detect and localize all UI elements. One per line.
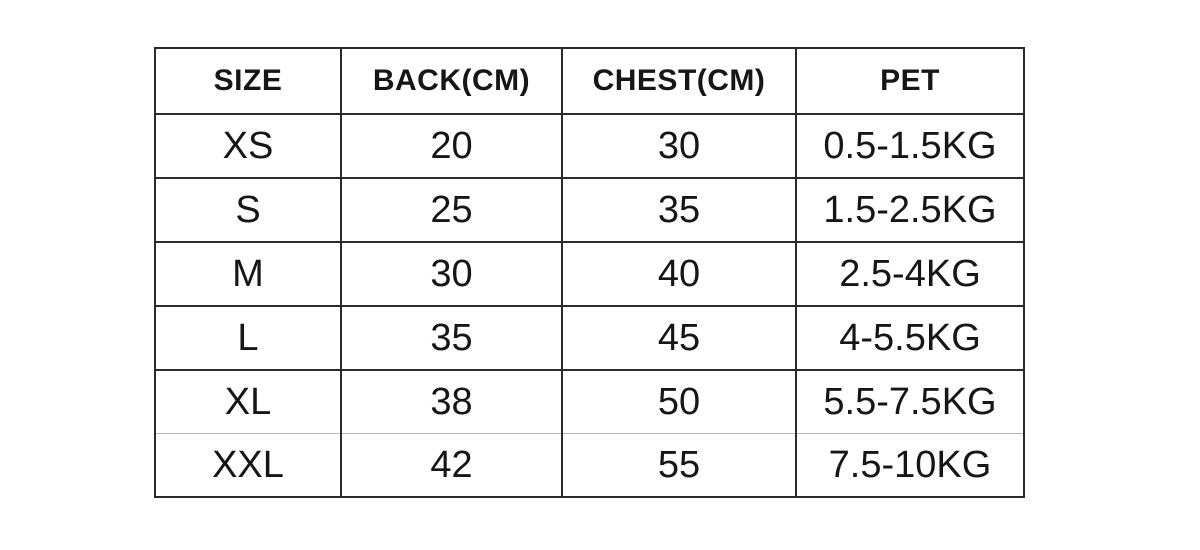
size-chart bbox=[154, 47, 1025, 498]
column-header-chest: CHEST(CM) bbox=[562, 48, 796, 114]
cell-chest: 55 bbox=[562, 434, 796, 498]
cell-back: 42 bbox=[341, 434, 562, 498]
cell-chest: 50 bbox=[562, 370, 796, 434]
table-row-m bbox=[155, 242, 1024, 306]
cell-chest: 30 bbox=[562, 114, 796, 178]
cell-pet: 0.5-1.5KG bbox=[796, 114, 1024, 178]
cell-size: M bbox=[155, 242, 341, 306]
column-header-back: BACK(CM) bbox=[341, 48, 562, 114]
cell-size: S bbox=[155, 178, 341, 242]
column-header-pet: PET bbox=[796, 48, 1024, 114]
cell-chest: 40 bbox=[562, 242, 796, 306]
table-row-xxl bbox=[155, 434, 1024, 498]
cell-size: XS bbox=[155, 114, 341, 178]
cell-chest: 35 bbox=[562, 178, 796, 242]
cell-back: 30 bbox=[341, 242, 562, 306]
cell-size: XXL bbox=[155, 434, 341, 498]
cell-pet: 2.5-4KG bbox=[796, 242, 1024, 306]
table-row-s bbox=[155, 178, 1024, 242]
cell-pet: 4-5.5KG bbox=[796, 306, 1024, 370]
column-header-size: SIZE bbox=[155, 48, 341, 114]
cell-back: 25 bbox=[341, 178, 562, 242]
size-chart-table bbox=[154, 47, 1025, 498]
cell-pet: 1.5-2.5KG bbox=[796, 178, 1024, 242]
table-row-l bbox=[155, 306, 1024, 370]
cell-back: 20 bbox=[341, 114, 562, 178]
table-row-xl bbox=[155, 370, 1024, 434]
table-row-xs bbox=[155, 114, 1024, 178]
cell-back: 35 bbox=[341, 306, 562, 370]
cell-chest: 45 bbox=[562, 306, 796, 370]
cell-pet: 5.5-7.5KG bbox=[796, 370, 1024, 434]
header-row bbox=[155, 48, 1024, 114]
cell-size: XL bbox=[155, 370, 341, 434]
cell-size: L bbox=[155, 306, 341, 370]
cell-pet: 7.5-10KG bbox=[796, 434, 1024, 498]
cell-back: 38 bbox=[341, 370, 562, 434]
